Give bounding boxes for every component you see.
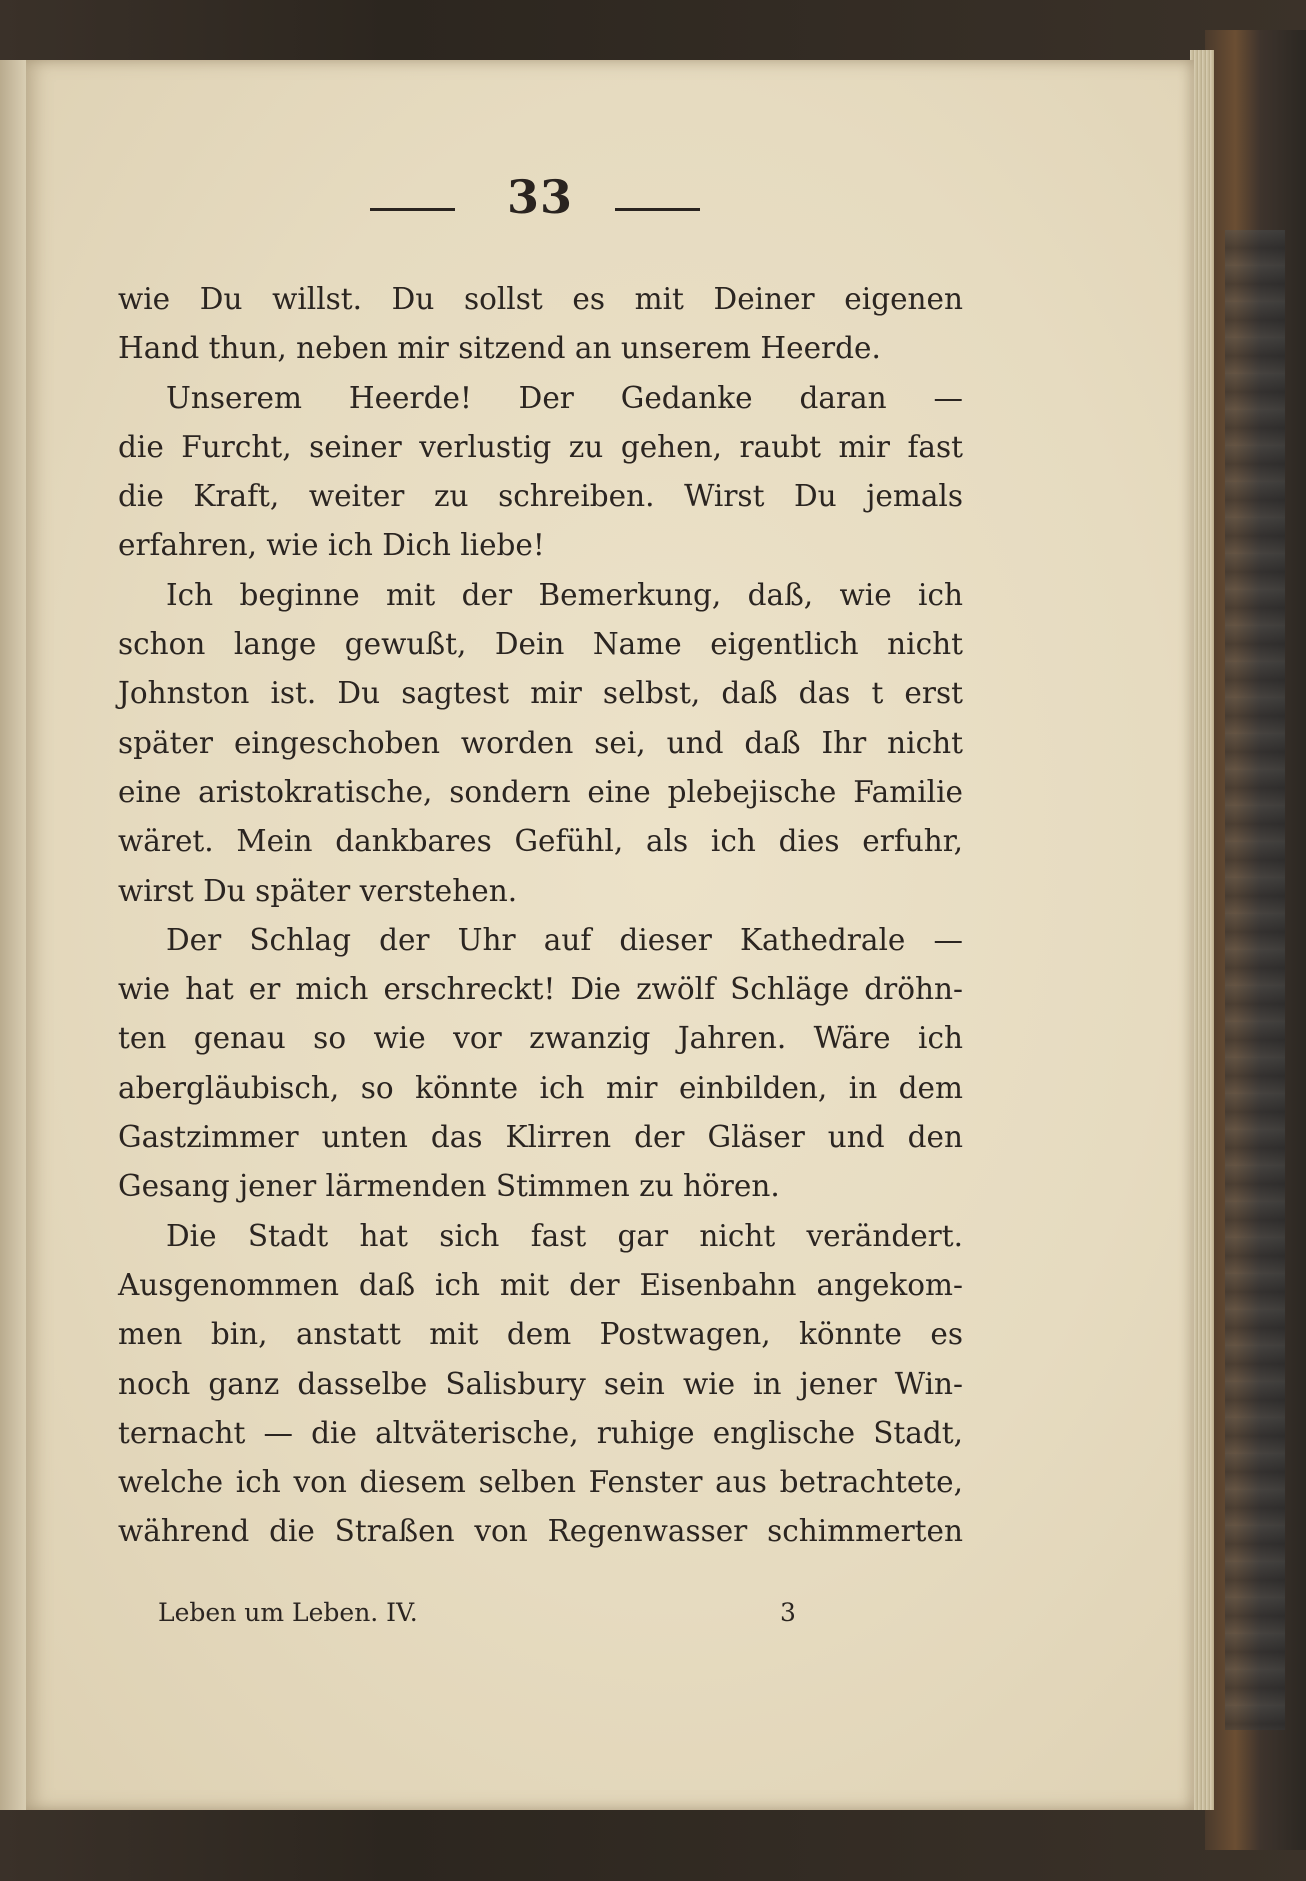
text-line: ternacht — die altväterische, ruhige englische Stadt, bbox=[118, 1415, 963, 1450]
cover-texture bbox=[1225, 230, 1285, 1730]
page-number: 33 bbox=[506, 170, 573, 224]
text-line: Ausgenommen daß ich mit der Eisenbahn angekom- bbox=[118, 1267, 963, 1302]
text-line: eine aristokratische, sondern eine plebejische Familie bbox=[118, 774, 963, 809]
text-line: Johnston ist. Du sagtest mir selbst, daß das t erst bbox=[118, 676, 963, 711]
text-line: wie hat er mich erschreckt! Die zwölf Schläge dröhn- bbox=[118, 972, 963, 1007]
page-header bbox=[370, 170, 710, 230]
text-line: Der Schlag der Uhr auf dieser Kathedrale — bbox=[166, 922, 963, 957]
text-line: Ich beginne mit der Bemerkung, daß, wie ich bbox=[166, 577, 963, 612]
text-line: noch ganz dasselbe Salisbury sein wie in jener Win- bbox=[118, 1366, 963, 1401]
text-line: ten genau so wie vor zwanzig Jahren. Wäre ich bbox=[118, 1021, 963, 1056]
header-rule-right bbox=[615, 208, 700, 211]
text-line: Hand thun, neben mir sitzend an unserem Heerde. bbox=[118, 331, 881, 366]
text-line: Unserem Heerde! Der Gedanke daran — bbox=[166, 380, 963, 415]
text-line: später eingeschoben worden sei, und daß Ihr nicht bbox=[118, 725, 963, 760]
footer-title: Leben um Leben. IV. bbox=[158, 1598, 418, 1627]
text-line: Gesang jener lärmenden Stimmen zu hören. bbox=[118, 1169, 780, 1204]
facing-page-edge bbox=[0, 60, 26, 1810]
text-line: die Furcht, seiner verlustig zu gehen, raubt mir fast bbox=[118, 429, 963, 464]
book-cover-edge bbox=[1205, 30, 1306, 1850]
text-line: schon lange gewußt, Dein Name eigentlich nicht bbox=[118, 627, 963, 662]
text-line: erfahren, wie ich Dich liebe! bbox=[118, 528, 545, 563]
text-line: men bin, anstatt mit dem Postwagen, könnte es bbox=[118, 1317, 963, 1352]
text-line: während die Straßen von Regenwasser schimmerten bbox=[118, 1514, 963, 1549]
text-line: die Kraft, weiter zu schreiben. Wirst Du jemals bbox=[118, 479, 963, 514]
text-line: wirst Du später verstehen. bbox=[118, 873, 518, 908]
header-rule-left bbox=[370, 208, 455, 211]
body-text bbox=[118, 275, 963, 1557]
text-line: Gastzimmer unten das Klirren der Gläser und den bbox=[118, 1120, 963, 1155]
text-line: welche ich von diesem selben Fenster aus betrachtete, bbox=[118, 1465, 963, 1500]
text-line: Die Stadt hat sich fast gar nicht verändert. bbox=[166, 1218, 963, 1253]
text-line: abergläubisch, so könnte ich mir einbilden, in dem bbox=[118, 1070, 963, 1105]
text-line: wie Du willst. Du sollst es mit Deiner eigenen bbox=[118, 282, 963, 316]
text-line: wäret. Mein dankbares Gefühl, als ich dies erfuhr, bbox=[118, 824, 963, 859]
signature-mark: 3 bbox=[780, 1598, 796, 1627]
page-footer bbox=[158, 1598, 808, 1638]
